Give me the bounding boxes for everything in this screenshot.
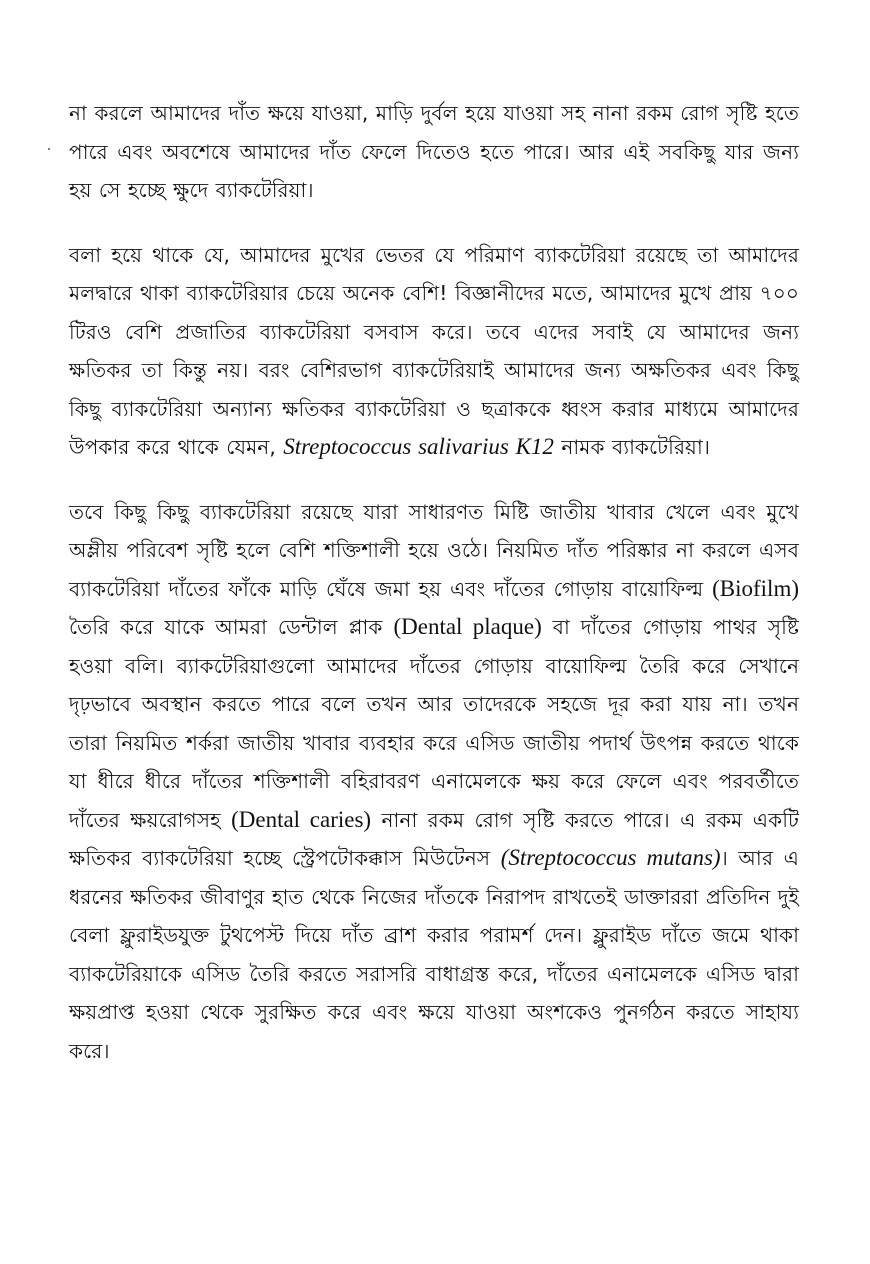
english-term: (Dental caries) (231, 806, 372, 832)
text-segment: তবে কিছু কিছু ব্যাকটেরিয়া রয়েছে যারা সাধারণত মিষ্টি জাতীয় খাবার খেলে এবং মুখে অম্লীয় পরিবেশ সৃষ্টি হলে বেশি শক্তিশালী হয়ে ওঠে। নিয়মিত দাঁত পরিষ্কার না করলে এসব ব্যাকটেরিয়া দাঁতের ফাঁকে মাড়ি ঘেঁষে জমা হয় এবং দাঁতের গোড়ায় বায়োফিল্ম (69, 499, 799, 601)
english-term: (Biofilm) (712, 575, 799, 601)
text-segment: না করলে আমাদের দাঁত ক্ষয়ে যাওয়া, মাড়ি দুর্বল হয়ে যাওয়া সহ নানা রকম রোগ সৃষ্টি হতে পারে এবং অবশেষে আমাদের দাঁত ফেলে দিতেও হতে পারে। আর এই সবকিছু যার জন্য হয় সে হচ্ছে ক্ষুদে ব্যাকটেরিয়া। (69, 101, 799, 202)
species-name: (Streptococcus mutans) (500, 845, 721, 870)
text-segment: নামক ব্যাকটেরিয়া। (553, 435, 711, 459)
paragraph-1 (69, 94, 799, 210)
paragraph-3 (69, 493, 799, 1071)
document-page (69, 94, 799, 1096)
species-name: Streptococcus salivarius K12 (283, 434, 554, 459)
english-term: (Dental plaque) (393, 614, 542, 639)
text-segment: বা দাঁতের গোড়ায় পাথর সৃষ্টি হওয়া বলি। ব্যাকটেরিয়াগুলো আমাদের দাঁতের গোড়ায় বায়োফিল্ম তৈরি করে সেখানে দৃঢ়ভাবে অবস্থান করতে পারে বলে তখন আর তাদেরকে সহজে দূর করা যায় না। তখন তারা নিয়মিত শর্করা জাতীয় খাবার ব্যবহার করে এসিড জাতীয় পদার্থ উৎপন্ন করতে থাকে যা ধীরে ধীরে দাঁতের শক্তিশালী বহিরাবরণ এনামেলকে ক্ষয় করে ফেলে এবং পরবর্তীতে দাঁতের ক্ষয়রোগসহ (69, 615, 799, 832)
paragraph-2 (69, 236, 799, 467)
text-segment: তৈরি করে যাকে আমরা ডেন্টাল প্লাক (69, 615, 394, 639)
text-segment: নানা রকম রোগ সৃষ্টি করতে পারে। এ রকম একটি ক্ষতিকর ব্যাকটেরিয়া হচ্ছে স্ট্রেপটোকক্কাস মিউটেনস (69, 807, 799, 870)
scan-speck (48, 148, 50, 150)
text-segment: । আর এ ধরনের ক্ষতিকর জীবাণুর হাত থেকে নিজের দাঁতকে নিরাপদ রাখতেই ডাক্তাররা প্রতিদিন দুই বেলা ফ্লুরাইডযুক্ত টুথপেস্ট দিয়ে দাঁত ব্রাশ করার পরামর্শ দেন। ফ্লুরাইড দাঁতে জমে থাকা ব্যাকটেরিয়াকে এসিড তৈরি করতে সরাসরি বাধাগ্রস্ত করে, দাঁতের এনামেলকে এসিড দ্বারা ক্ষয়প্রাপ্ত হওয়া থেকে সুরক্ষিত করে এবং ক্ষয়ে যাওয়া অংশকেও পুনর্গঠন করতে সাহায্য করে। (69, 846, 800, 1063)
text-segment: বলা হয়ে থাকে যে, আমাদের মুখের ভেতর যে পরিমাণ ব্যাকটেরিয়া রয়েছে তা আমাদের মলদ্বারে থাকা ব্যাকটেরিয়ার চেয়ে অনেক বেশি! বিজ্ঞানীদের মতে, আমাদের মুখে প্রায় ৭০০ টিরও বেশি প্রজাতির ব্যাকটেরিয়া বসবাস করে। তবে এদের সবাই যে আমাদের জন্য ক্ষতিকর তা কিন্তু নয়। বরং বেশিরভাগ ব্যাকটেরিয়াই আমাদের জন্য অক্ষতিকর এবং কিছু কিছু ব্যাকটেরিয়া অন্যান্য ক্ষতিকর ব্যাকটেরিয়া ও ছত্রাককে ধ্বংস করার মাধ্যমে আমাদের উপকার করে থাকে যেমন, (69, 242, 799, 459)
